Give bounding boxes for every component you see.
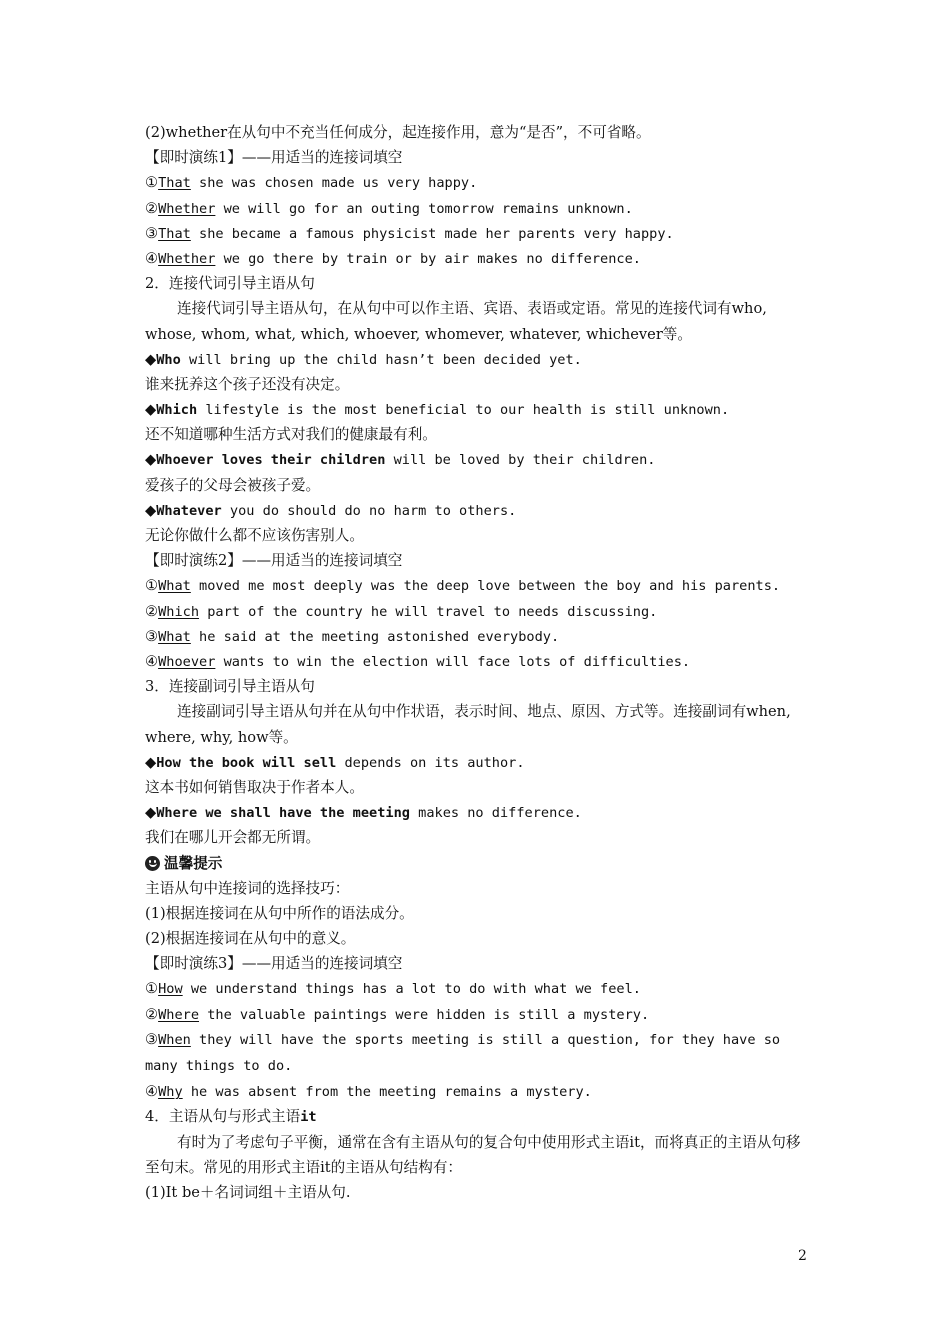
exercise-item	[145, 599, 810, 624]
text-line: 【即时演练3】——用适当的连接词填空	[145, 955, 403, 973]
exercise-item	[145, 246, 810, 271]
text-line: 我们在哪儿开会都无所谓。	[145, 829, 321, 847]
text-line: 3．连接副词引导主语从句	[145, 678, 315, 696]
answer-word: What	[158, 578, 191, 595]
paragraph: 连接代词引导主语从句，在从句中可以作主语、宾语、表语或定语。常见的连接代词有who, whose, whom, what, which, whoever, whomever, whatever, whichever等。	[145, 300, 767, 343]
answer-word: Where	[158, 1006, 200, 1023]
diamond-bullet-icon: ◆	[145, 401, 157, 419]
item-number: ④	[145, 249, 159, 267]
text-line: (2)根据连接词在从句中的意义。	[145, 930, 356, 948]
exercise-item	[145, 573, 810, 598]
exercise-item	[145, 976, 810, 1001]
example-sentence	[145, 347, 810, 372]
diamond-bullet-icon: ◆	[145, 501, 157, 519]
text-line: (1)根据连接词在从句中所作的语法成分。	[145, 904, 414, 922]
answer-word: That	[158, 175, 191, 192]
text-line: 爱孩子的父母会被孩子爱。	[145, 476, 321, 494]
item-number: ②	[145, 199, 159, 217]
text-line: 主语从句中连接词的选择技巧：	[145, 879, 350, 897]
text-line: 无论你做什么都不应该伤害别人。	[145, 527, 364, 545]
exercise-item	[145, 624, 810, 649]
exercise-item	[145, 170, 810, 195]
answer-word: That	[158, 225, 191, 242]
sentence-text: lifestyle is the most beneficial to our health is still unknown.	[197, 402, 730, 419]
answer-word: Whether	[158, 250, 216, 267]
answer-word: Which	[158, 603, 200, 620]
document-body	[145, 120, 810, 1205]
bold-phrase: Whatever	[156, 502, 222, 519]
answer-word: How	[158, 981, 183, 998]
paragraph: 有时为了考虑句子平衡，通常在含有主语从句的复合句中使用形式主语it，而将真正的主语从句移至句末。常见的用形式主语it的主语从句结构有：	[145, 1133, 801, 1176]
example-sentence	[145, 447, 810, 472]
text-line: (2)whether在从句中不充当任何成分，起连接作用，意为“是否”，不可省略。	[145, 124, 651, 141]
example-sentence	[145, 800, 810, 825]
diamond-bullet-icon: ◆	[145, 804, 157, 822]
item-number: ②	[145, 1005, 159, 1023]
sentence-text: you do should do no harm to others.	[221, 502, 517, 519]
exercise-item	[145, 221, 810, 246]
sentence-text: makes no difference.	[409, 805, 582, 822]
text-line: 这本书如何销售取决于作者本人。	[145, 778, 364, 796]
diamond-bullet-icon: ◆	[145, 451, 157, 469]
bold-phrase: Whoever loves their children	[156, 452, 386, 469]
example-sentence	[145, 498, 810, 523]
diamond-bullet-icon: ◆	[145, 753, 157, 771]
item-number: ③	[145, 224, 159, 242]
sentence-text: we go there by train or by air makes no difference.	[215, 250, 641, 267]
sentence-text: wants to win the election will face lots of difficulties.	[215, 653, 691, 670]
sentence-text: he said at the meeting astonished everybody.	[190, 628, 560, 645]
answer-word: When	[158, 1031, 191, 1048]
item-number: ①	[145, 577, 159, 595]
example-sentence	[145, 397, 810, 422]
paragraph: 连接副词引导主语从句并在从句中作状语，表示时间、地点、原因、方式等。连接副词有when, where, why, how等。	[145, 703, 791, 746]
sentence-text: depends on its author.	[336, 754, 525, 771]
exercise-item	[145, 1079, 810, 1104]
sentence-text: will bring up the child hasn’t been decided yet.	[180, 351, 582, 368]
answer-word: Whoever	[158, 653, 216, 670]
exercise-item	[145, 1027, 810, 1079]
text-line: 2．连接代词引导主语从句	[145, 275, 315, 293]
answer-word: What	[158, 628, 191, 645]
text-line: 【即时演练1】——用适当的连接词填空	[145, 149, 403, 167]
bold-phrase: Which	[156, 402, 198, 419]
item-number: ①	[145, 980, 159, 998]
answer-word: Whether	[158, 200, 216, 217]
sentence-text: he was absent from the meeting remains a mystery.	[182, 1084, 592, 1101]
diamond-bullet-icon: ◆	[145, 350, 157, 368]
sentence-text: moved me most deeply was the deep love between the boy and his parents.	[190, 578, 781, 595]
sentence-text: she was chosen made us very happy.	[190, 175, 478, 192]
exercise-item	[145, 649, 810, 674]
smiley-icon	[145, 856, 160, 871]
heading-bold: it	[300, 1109, 317, 1126]
bold-phrase: How the book will sell	[156, 754, 337, 771]
bold-phrase: Who	[156, 351, 181, 368]
sentence-text: we understand things has a lot to do with what we feel.	[182, 981, 641, 998]
sentence-text: she became a famous physicist made her parents very happy.	[190, 225, 674, 242]
tip-label: 温馨提示	[164, 854, 223, 872]
item-number: ③	[145, 1030, 159, 1048]
section-heading	[145, 1104, 810, 1129]
sentence-text: part of the country he will travel to needs discussing.	[199, 603, 658, 620]
bold-phrase: Where we shall have the meeting	[156, 805, 410, 822]
exercise-item	[145, 196, 810, 221]
text-line: 谁来抚养这个孩子还没有决定。	[145, 375, 350, 393]
answer-word: Why	[158, 1084, 183, 1101]
item-number: ④	[145, 1083, 159, 1101]
sentence-text: they will have the sports meeting is still a question, for they have so many things to do.	[145, 1031, 781, 1075]
sentence-text: will be loved by their children.	[385, 452, 656, 469]
page-number: 2	[798, 1248, 807, 1264]
text-line: (1)It be＋名词词组＋主语从句.	[145, 1184, 351, 1201]
item-number: ③	[145, 627, 159, 645]
tip-heading	[145, 851, 810, 876]
sentence-text: we will go for an outing tomorrow remains unknown.	[215, 200, 633, 217]
text-line: 【即时演练2】——用适当的连接词填空	[145, 552, 403, 570]
item-number: ④	[145, 652, 159, 670]
item-number: ①	[145, 174, 159, 192]
heading-text: 4．主语从句与形式主语	[145, 1108, 301, 1126]
sentence-text: the valuable paintings were hidden is still a mystery.	[199, 1006, 650, 1023]
text-line: 还不知道哪种生活方式对我们的健康最有利。	[145, 426, 437, 444]
exercise-item	[145, 1002, 810, 1027]
example-sentence	[145, 750, 810, 775]
item-number: ②	[145, 602, 159, 620]
